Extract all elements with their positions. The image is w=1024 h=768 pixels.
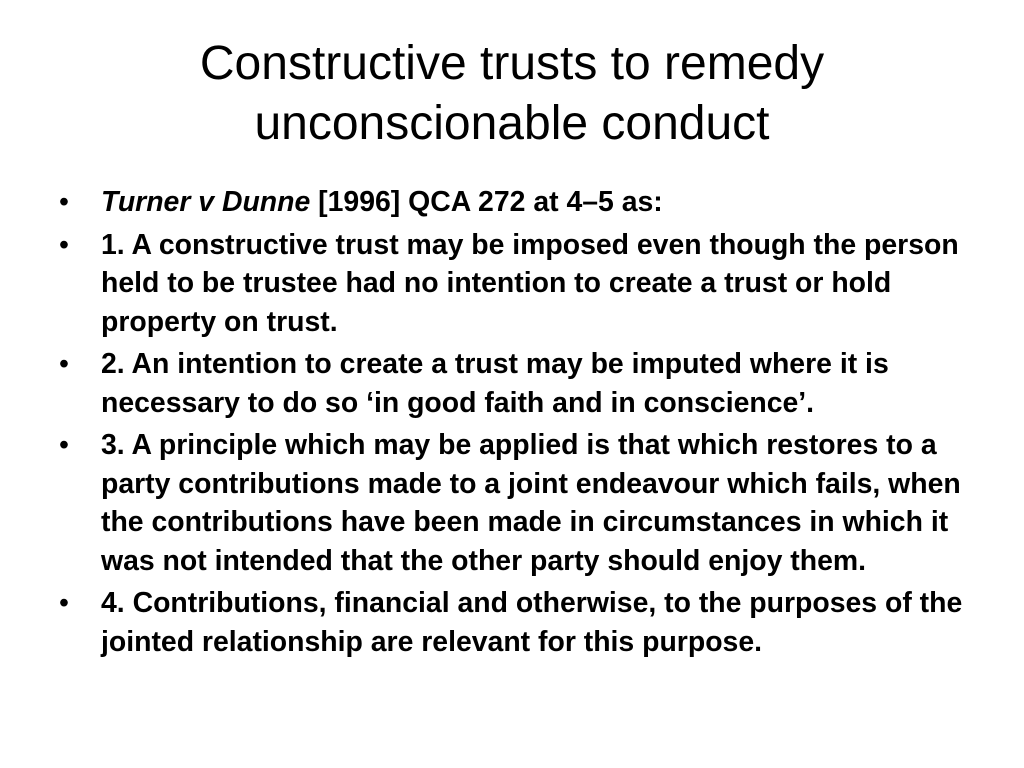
bullet-item-2 [59, 345, 964, 422]
bullet-marker: • [59, 587, 69, 619]
bullet-marker: • [59, 429, 69, 461]
bullet-text: 2. An intention to create a trust may be imputed where it is necessary to do so ‘in good faith and in conscience’. [101, 348, 889, 419]
slide-title-line-1: Constructive trusts to remedy [199, 37, 825, 90]
bullet-marker: • [59, 348, 69, 380]
bullet-item-4 [59, 584, 964, 661]
bullet-list [59, 183, 964, 665]
bullet-item-1 [59, 226, 964, 342]
case-name: Turner v Dunne [101, 186, 311, 218]
bullet-item-3 [59, 426, 964, 580]
slide-title-line-2: unconscionable conduct [254, 97, 770, 150]
bullet-marker: • [59, 186, 69, 218]
bullet-text: 4. Contributions, financial and otherwise, to the purposes of the jointed relationship are relevant for this purpose. [101, 587, 963, 658]
bullet-text: 3. A principle which may be applied is that which restores to a party contributions made to a joint endeavour which fails, when the contributions have been made in circumstances in which it was not intended that the other party should enjoy them. [101, 429, 961, 577]
bullet-text: 1. A constructive trust may be imposed even though the person held to be trustee had no intention to create a trust or hold property on trust. [101, 228, 959, 338]
bullet-item-case-citation [59, 183, 964, 222]
slide-title [0, 34, 1024, 154]
bullet-marker: • [59, 228, 69, 261]
case-citation: [1996] QCA 272 at 4–5 as: [310, 186, 663, 218]
